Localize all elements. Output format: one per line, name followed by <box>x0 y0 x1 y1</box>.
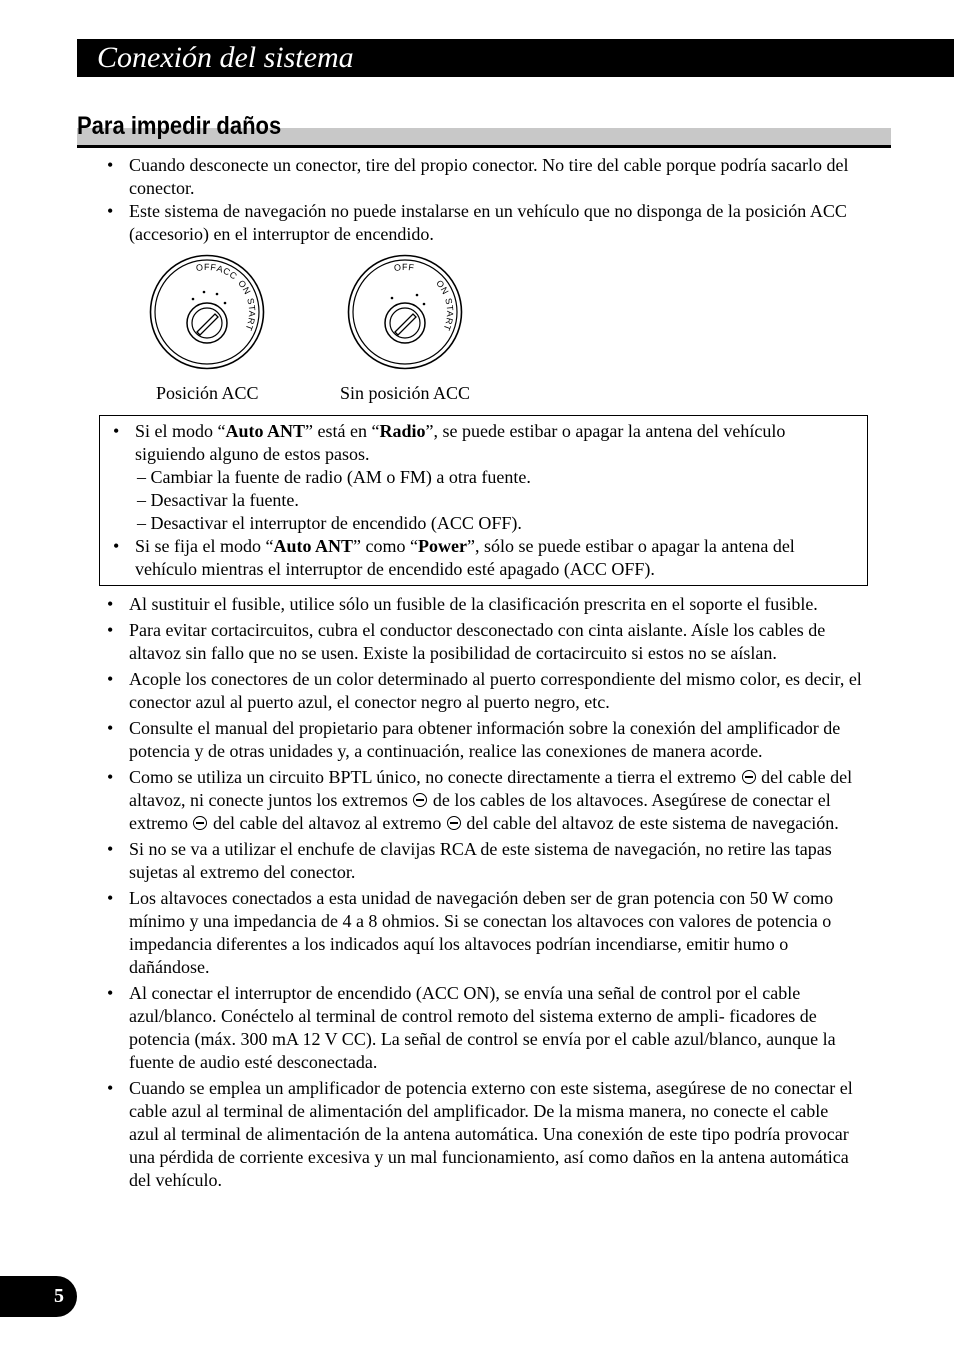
antenna-note-box <box>99 415 868 586</box>
list-item: • Al sustituir el fusible, utilice sólo un fusible de la clasificación prescrita en el soporte el fusible. <box>107 593 862 616</box>
list-item: • Si no se va a utilizar el enchufe de clavijas RCA de este sistema de navegación, no retire las tapas sujetas al extremo del conector. <box>107 838 862 884</box>
caption-no-acc: Sin posición ACC <box>340 383 471 403</box>
minus-circle-icon <box>447 816 461 830</box>
switch-label-on: ON <box>236 278 253 297</box>
svg-text:ACC <box>216 263 240 281</box>
mode-value: Radio <box>379 421 426 441</box>
svg-text:START <box>441 297 455 332</box>
text: Como se utiliza un circuito BPTL único, no conecte directamente a tierra el extremo <box>129 767 737 787</box>
header-bar <box>77 39 954 77</box>
box-list <box>113 420 858 581</box>
text: ”, se puede estibar o apagar la antena del vehículo siguiendo alguno de estos pasos. <box>135 421 786 464</box>
text: ” está en “ <box>305 421 380 441</box>
page-title: Conexión del sistema <box>97 41 354 74</box>
page-number-tab <box>0 1276 77 1317</box>
text: del cable del altavoz al extremo <box>212 813 442 833</box>
intro-list <box>107 154 862 246</box>
minus-circle-icon <box>742 770 756 784</box>
text: ”, sólo se puede estibar o apagar la antena del vehículo mientras el interruptor de encendido esté apagado (ACC OFF). <box>135 536 795 579</box>
list-item: • Para evitar cortacircuitos, cubra el conductor desconectado con cinta aislante. Aísle los cables de altavoz sin fallo que no se usen. Existe la posibilidad de cortacircuito si estos no se aíslan. <box>107 619 862 665</box>
heading-rule <box>77 145 891 148</box>
minus-circle-icon <box>413 793 427 807</box>
ignition-no-acc-illustration <box>347 254 463 370</box>
mode-value: Power <box>417 536 467 556</box>
switch-label-start: START <box>441 297 456 333</box>
text: Si se fija el modo “ <box>135 536 274 556</box>
mode-name: Auto ANT <box>273 536 353 556</box>
switch-label-off: OFF <box>195 261 218 274</box>
svg-text:OFF <box>393 262 415 273</box>
text: de los cables de los altavoces. Asegúrese de conectar el extremo <box>129 790 831 833</box>
switch-label-acc: ACC <box>215 263 240 282</box>
precautions-list <box>107 593 862 1195</box>
section-heading <box>77 110 891 148</box>
text: ” como “ <box>353 536 418 556</box>
list-item <box>113 420 858 535</box>
list-item: • Este sistema de navegación no puede instalarse en un vehículo que no disponga de la posición ACC (accesorio) en el interruptor de encendido. <box>107 200 862 246</box>
switch-label-off: OFF <box>393 261 416 274</box>
list-item: • Al conectar el interruptor de encendido (ACC ON), se envía una señal de control por el cable azul/blanco. Conéctelo al terminal de control remoto del sistema externo de ampli- ficadores de potencia (máx. 300 mA 12 V CC). La señal de control se envía por el cable azul/blanco, aunque la fuente de audio esté desconectada. <box>107 982 862 1074</box>
text: del cable del altavoz de este sistema de navegación. <box>466 813 839 833</box>
svg-text:START <box>243 297 257 332</box>
switch-label-start: START <box>243 297 258 333</box>
step: – Desactivar el interruptor de encendido (ACC OFF). <box>137 513 522 533</box>
step: – Cambiar la fuente de radio (AM o FM) a otra fuente. <box>137 467 531 487</box>
list-item: • Los altavoces conectados a esta unidad de navegación deben ser de gran potencia con 50 W como mínimo y una impedancia de 4 a 8 ohmios. Si se conectan los altavoces con valores de potencia o impedancia diferentes a los indicados aquí los altavoces podrían incendiarse, emitir humo o dañándose. <box>107 887 862 979</box>
svg-text:OFF <box>195 262 217 273</box>
list-item <box>113 535 858 581</box>
list-item: • Cuando desconecte un conector, tire del propio conector. No tire del cable porque podría sacarlo del conector. <box>107 154 862 200</box>
text: del cable del altavoz, ni conecte juntos los extremos <box>129 767 853 810</box>
svg-text:ON <box>434 278 451 296</box>
page-number: 5 <box>54 1285 64 1307</box>
list-item: • Acople los conectores de un color determinado al puerto correspondiente del mismo color, es decir, el conector azul al puerto azul, el conector negro al puerto negro, etc. <box>107 668 862 714</box>
svg-text:ON <box>236 278 253 296</box>
text: Si el modo “ <box>135 421 226 441</box>
minus-circle-icon <box>193 816 207 830</box>
caption-acc: Posición ACC <box>156 383 259 403</box>
list-item: • Cuando se emplea un amplificador de potencia externo con este sistema, asegúrese de no conectar el cable azul al terminal de alimentación del amplificador. De la misma manera, no conecte el cable azul al terminal de alimentación de la antena automática. Una conexión de este tipo podría provocar una pérdida de corriente excesiva y un mal funcionamiento, así como daños en la antena automática del vehículo. <box>107 1077 862 1192</box>
step: – Desactivar la fuente. <box>137 490 299 510</box>
list-item-bptl <box>107 766 862 835</box>
section-title: Para impedir daños <box>77 112 282 140</box>
list-item: • Consulte el manual del propietario para obtener información sobre la conexión del amplificador de potencia y de otras unidades y, a continuación, realice las conexiones de manera acorde. <box>107 717 862 763</box>
mode-name: Auto ANT <box>225 421 306 441</box>
ignition-acc-illustration <box>149 254 265 370</box>
switch-label-on: ON <box>434 278 451 297</box>
